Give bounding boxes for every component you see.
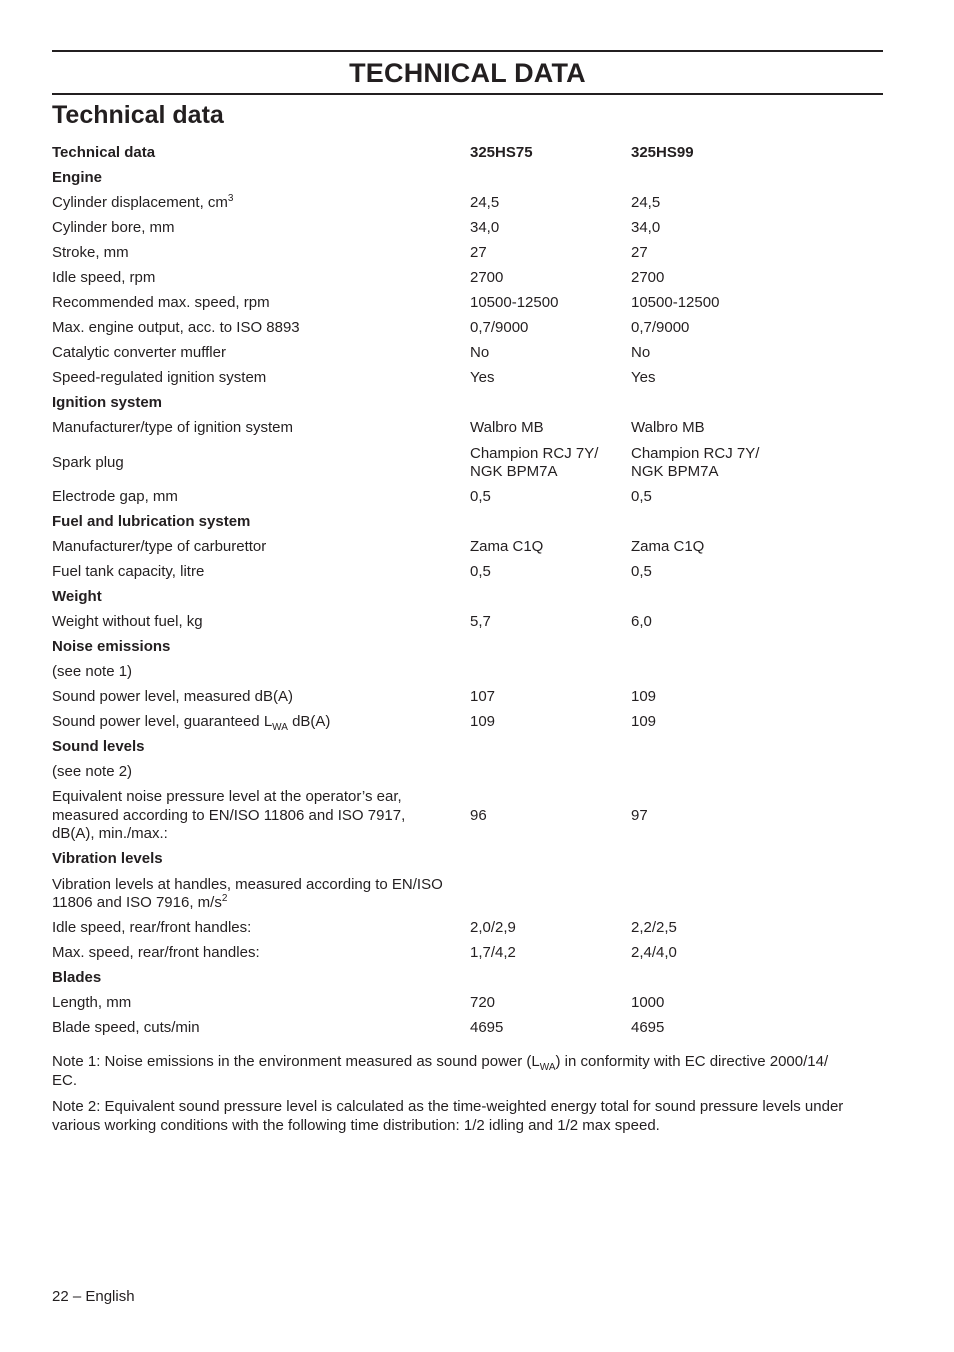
table-row [52,610,883,635]
spec-label: Engine [52,169,103,187]
spec-label: Equivalent noise pressure level at the operator’s ear, measured according to EN/ISO 11806 and ISO 7917, dB(A), min./max.: [52,788,406,843]
spec-value: 34,0 [631,219,661,237]
table-row [52,241,883,266]
spec-value: Champion RCJ 7Y/ NGK BPM7A [470,444,599,480]
spec-value: 2700 [470,269,504,287]
spec-label: Manufacturer/type of ignition system [52,419,293,437]
spec-value: Walbro MB [470,419,544,437]
spec-label: (see note 2) [52,763,133,781]
table-row [52,916,883,941]
spec-label: Sound levels [52,738,145,756]
section-header: TECHNICAL DATA [349,58,586,88]
spec-value: 24,5 [470,194,500,212]
table-row [52,1016,883,1041]
spec-value: 0,7/9000 [631,319,690,337]
table-group-row [52,166,883,191]
table-row [52,291,883,316]
spec-value: 2,0/2,9 [470,919,516,937]
spec-value: 720 [470,994,496,1012]
table-group-row [52,735,883,760]
table-row [52,660,883,685]
table-row [52,416,883,441]
spec-value: 2,4/4,0 [631,944,677,962]
spec-label: Speed-regulated ignition system [52,369,267,387]
spec-label: Cylinder bore, mm [52,219,175,237]
spec-label: Idle speed, rpm [52,269,156,287]
spec-label: Length, mm [52,994,132,1012]
spec-value: 4695 [631,1019,665,1037]
table-row [52,191,883,216]
table-row [52,991,883,1016]
spec-label: Blade speed, cuts/min [52,1019,200,1037]
table-row [52,785,883,847]
page-title: Technical data [52,101,224,129]
spec-label: Vibration levels at handles, measured according to EN/ISO 11806 and ISO 7916, $m/s^2$ [52,875,443,911]
spec-value: 6,0 [631,613,652,631]
note-2: Note 2: Equivalent sound pressure level is calculated as the time-weighted energy total for sound pressure levels under various working conditions with the following time distribution: 1/2 idling and 1/2 max speed. [52,1098,844,1134]
spec-label: Sound power level, measured dB(A) [52,688,293,706]
spec-label: Manufacturer/type of carburettor [52,538,267,556]
spec-label: Max. speed, rear/front handles: [52,944,260,962]
spec-value: 0,5 [631,488,652,506]
spec-label: Stroke, mm [52,244,129,262]
table-row [52,760,883,785]
spec-value: 1000 [631,994,665,1012]
spec-value: Zama C1Q [631,538,705,556]
spec-label: Blades [52,969,102,987]
spec-value: 10500-12500 [631,294,720,312]
table-row [52,560,883,585]
notes [52,1053,883,1143]
spec-value: 0,5 [470,563,491,581]
spec-value: 5,7 [470,613,491,631]
table-row [52,366,883,391]
spec-value: 109 [470,713,496,731]
table-group-row [52,635,883,660]
spec-value: 0,5 [470,488,491,506]
table-group-row [52,391,883,416]
spec-value: No [631,344,651,362]
table-row [52,441,883,485]
spec-value: 107 [470,688,496,706]
spec-label: Fuel and lubrication system [52,513,251,531]
spec-value: 27 [470,244,487,262]
spec-value: No [470,344,490,362]
spec-value: Yes [470,369,495,387]
table-row [52,216,883,241]
spec-label: Weight without fuel, kg [52,613,203,631]
spec-value: 24,5 [631,194,661,212]
model-column-header: 325HS75 [470,144,533,162]
spec-label: Vibration levels [52,850,163,868]
spec-value: 96 [470,806,487,824]
spec-value: Walbro MB [631,419,705,437]
table-group-row [52,510,883,535]
table-row [52,485,883,510]
table-row [52,710,883,735]
top-rule [52,50,883,52]
table-group-row [52,966,883,991]
spec-label: Spark plug [52,453,124,471]
table-row [52,341,883,366]
spec-value: 27 [631,244,648,262]
spec-value: 1,7/4,2 [470,944,516,962]
spec-table [52,141,883,1041]
spec-value: 109 [631,688,657,706]
table-row [52,685,883,710]
spec-value: 2700 [631,269,665,287]
spec-value: 0,5 [631,563,652,581]
table-row [52,266,883,291]
table-group-row [52,585,883,610]
spec-value: 2,2/2,5 [631,919,677,937]
spec-label: Fuel tank capacity, litre [52,563,205,581]
spec-label: Recommended max. speed, rpm [52,294,270,312]
spec-value: 10500-12500 [470,294,559,312]
spec-value: 4695 [470,1019,504,1037]
spec-label: Idle speed, rear/front handles: [52,919,252,937]
header-bottom-rule [52,93,883,95]
spec-label: Catalytic converter muffler [52,344,226,362]
spec-value: Zama C1Q [470,538,544,556]
table-group-row [52,847,883,872]
table-row [52,535,883,560]
table-header-row [52,141,883,166]
spec-value: 109 [631,713,657,731]
table-row [52,941,883,966]
spec-value: 34,0 [470,219,500,237]
spec-value: 97 [631,806,648,824]
spec-label: Cylinder displacement, $cm^3$ [52,193,234,212]
model-column-header: 325HS99 [631,144,694,162]
table-row [52,316,883,341]
note-1: Note 1: Noise emissions in the environment measured as sound power $(L_{WA})$ in conformity with EC directive 2000/14/ EC. [52,1053,829,1089]
spec-label: Technical data [52,144,156,162]
page-footer: 22 – English [52,1288,135,1305]
spec-label: (see note 1) [52,663,133,681]
spec-value: 0,7/9000 [470,319,529,337]
spec-label: Ignition system [52,394,163,412]
spec-label: Electrode gap, mm [52,488,178,506]
spec-label: Sound power level, guaranteed $L_{WA}$ dB(A) [52,713,331,734]
spec-label: Weight [52,588,102,606]
spec-label: Noise emissions [52,638,171,656]
spec-value: Yes [631,369,656,387]
spec-label: Max. engine output, acc. to ISO 8893 [52,319,300,337]
spec-value: Champion RCJ 7Y/ NGK BPM7A [631,444,760,480]
table-row [52,872,883,916]
